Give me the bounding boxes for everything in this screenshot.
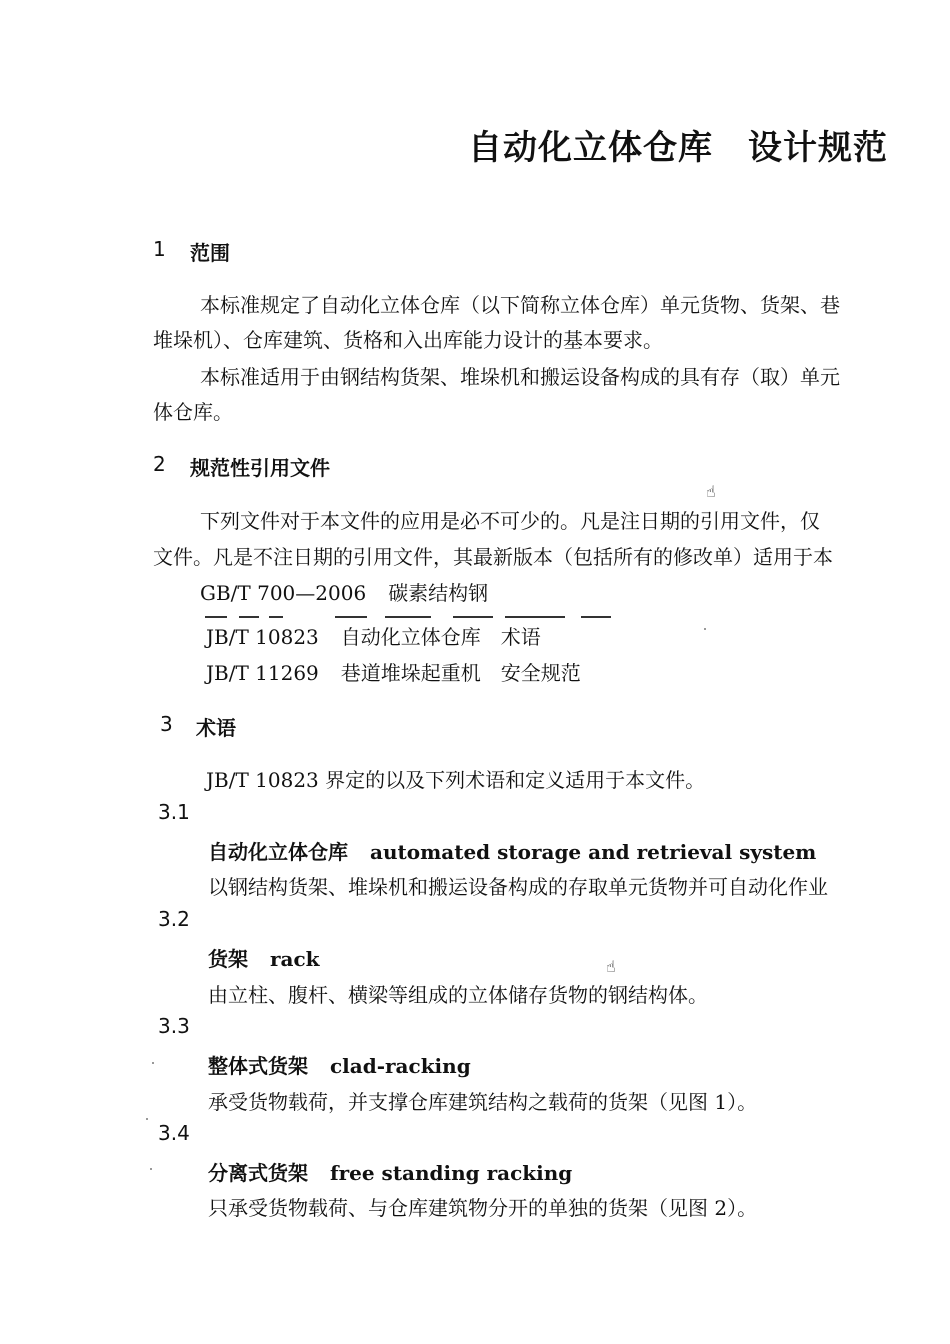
term-number: 3.4 (158, 1121, 190, 1145)
section-2-paragraph-line-1: 下列文件对于本文件的应用是必不可少的。凡是注日期的引用文件，仅 (200, 509, 820, 533)
term-heading (208, 1050, 471, 1079)
reference-code: GB/T 700—2006 (200, 581, 367, 605)
term-definition: 承受货物载荷，并支撑仓库建筑结构之载荷的货架（见图 1）。 (208, 1090, 758, 1114)
section-2-paragraph-line-2: 文件。凡是不注日期的引用文件，其最新版本（包括所有的修改单）适用于本 (153, 545, 833, 569)
term-zh: 整体式货架 (208, 1054, 308, 1078)
reference-item (200, 577, 488, 606)
section-3-intro: JB/T 10823 界定的以及下列术语和定义适用于本文件。 (206, 768, 706, 792)
term-en: clad-racking (330, 1054, 471, 1078)
section-1-paragraph-2-line-2: 体仓库。 (153, 400, 233, 424)
term-definition: 以钢结构货架、堆垛机和搬运设备构成的存取单元货物并可自动化作业 (208, 875, 828, 899)
section-3-number: 3 (160, 712, 173, 736)
reference-name: 巷道堆垛起重机 安全规范 (340, 661, 581, 685)
term-zh: 自动化立体仓库 (208, 840, 348, 864)
scan-speck (704, 628, 706, 630)
term-number: 3.1 (158, 800, 190, 824)
page-title: 自动化立体仓库 设计规范 (468, 128, 888, 168)
section-1-heading: 范围 (190, 241, 230, 265)
reference-item (206, 621, 541, 650)
reference-code: JB/T 11269 (206, 661, 319, 685)
reference-name: 自动化立体仓库 术语 (340, 625, 541, 649)
term-en: rack (270, 947, 320, 971)
scan-speck (152, 1062, 154, 1064)
scan-speck (146, 1118, 148, 1120)
term-heading (208, 1157, 572, 1186)
term-heading (208, 836, 816, 865)
section-2-heading: 规范性引用文件 (190, 456, 330, 480)
term-definition: 只承受货物载荷、与仓库建筑物分开的单独的货架（见图 2）。 (208, 1196, 758, 1220)
term-en: free standing racking (330, 1161, 573, 1185)
term-number: 3.2 (158, 907, 190, 931)
term-heading (208, 943, 320, 972)
term-definition: 由立柱、腹杆、横梁等组成的立体储存货物的钢结构体。 (208, 983, 708, 1007)
term-zh: 分离式货架 (208, 1161, 308, 1185)
term-zh: 货架 (208, 947, 248, 971)
section-3-heading: 术语 (196, 716, 236, 740)
section-1-paragraph-1-line-1: 本标准规定了自动化立体仓库（以下简称立体仓库）单元货物、货架、巷 (200, 293, 840, 317)
hand-cursor-icon: ☝ (606, 957, 616, 976)
reference-item (206, 657, 581, 686)
reference-code: JB/T 10823 (206, 625, 319, 649)
scan-speck (150, 1168, 152, 1170)
section-1-paragraph-2-line-1: 本标准适用于由钢结构货架、堆垛机和搬运设备构成的具有存（取）单元 (200, 365, 840, 389)
term-number: 3.3 (158, 1014, 190, 1038)
hand-cursor-icon: ☝ (706, 482, 716, 501)
section-1-number: 1 (153, 237, 166, 261)
reference-name: 碳素结构钢 (388, 581, 489, 605)
section-2-number: 2 (153, 452, 166, 476)
term-en: automated storage and retrieval system (370, 840, 817, 864)
section-1-paragraph-1-line-2: 堆垛机）、仓库建筑、货格和入出库能力设计的基本要求。 (153, 328, 663, 352)
